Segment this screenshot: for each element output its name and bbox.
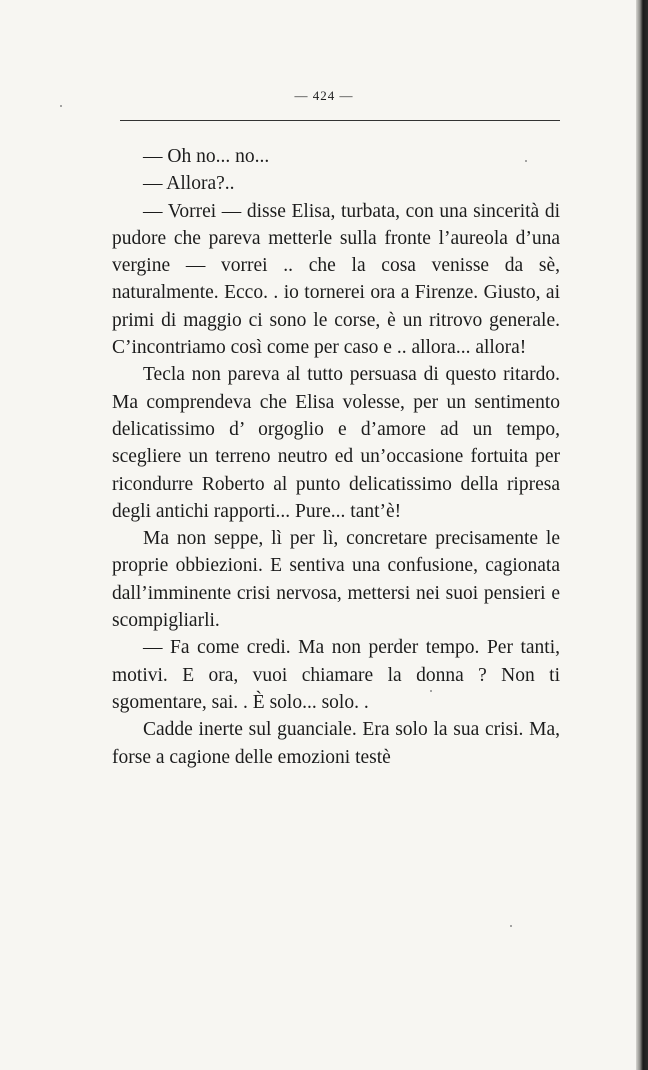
page-number: — 424 —	[294, 88, 354, 103]
header-rule	[120, 120, 560, 121]
paper-speck	[525, 160, 527, 162]
paragraph: — Fa come credi. Ma non perder tempo. Per tanti, motivi. E ora, vuoi chiamare la donna ? Non ti sgomentare, sai. . È solo... solo. .	[112, 637, 560, 713]
paper-speck	[60, 105, 62, 107]
paragraph: Ma non seppe, lì per lì, concretare precisamente le proprie obbiezioni. E sentiva una confusione, cagionata dall’imminente crisi nervosa, mettersi nei suoi pensieri e scompigliarli.	[112, 528, 560, 632]
paper-speck	[510, 925, 512, 927]
body-text	[112, 143, 560, 771]
paragraph: — Allora?..	[143, 173, 235, 195]
paragraph: — Vorrei — disse Elisa, turbata, con una sincerità di pudore che pareva metterle sulla fronte l’aureola d’una vergine — vorrei .. che la cosa venisse da sè, naturalmente. Ecco. . io tornerei ora a Firenze. Giusto, ai primi di maggio ci sono le corse, è un ritrovo generale. C’incontriamo così come per caso e .. allora... allora!	[112, 200, 560, 359]
page-edge-shadow	[636, 0, 648, 1070]
paragraph: Tecla non pareva al tutto persuasa di questo ritardo. Ma comprendeva che Elisa volesse, per un sentimento delicatissimo d’ orgoglio e d’amore ad un tempo, scegliere un terreno neutro ed un’occasione fortuita per ricondurre Roberto al punto delicatissimo della ripresa degli antichi rapporti... Pure... tant’è!	[112, 364, 560, 522]
paragraph: Cadde inerte sul guanciale. Era solo la sua crisi. Ma, forse a cagione delle emozioni testè	[112, 719, 560, 768]
paragraph: — Oh no... no...	[143, 146, 270, 167]
paper-speck	[430, 690, 432, 692]
